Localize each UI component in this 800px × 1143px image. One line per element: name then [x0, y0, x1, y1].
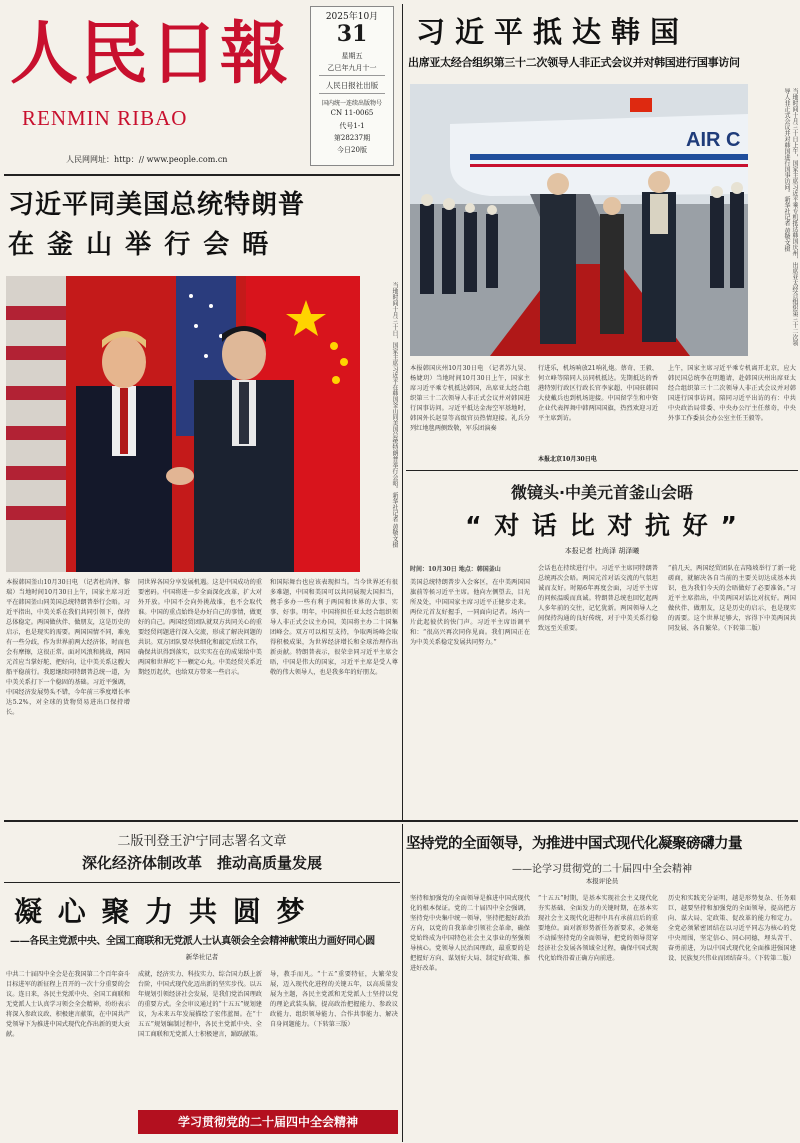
divider — [402, 4, 403, 820]
meeting-photo — [6, 276, 360, 572]
subhead-unite: ——各民主党派中央、全国工商联和无党派人士认真领会全会精神献策出力画好同心圆 — [10, 936, 375, 947]
masthead-website[interactable]: 人民网网址：http：// www.people.com.cn — [66, 155, 228, 164]
bottom-right-section — [406, 824, 798, 1142]
party-body-col-1: 坚持和加强党的全面领导是推进中国式现代化的根本保证。党的二十届四中全会强调，坚持党中央集中统一领导，坚持把握好政治方向，以党的自我革命引领社会革命，确保党始终成为中国特色社会主义事业的坚强领导核心。党领导人民治国理政，最重要的是把握好方向、谋划好大局、制定好政策、推进好改革。 — [410, 895, 530, 972]
unite-body-col-2: 成就，经济实力、科技实力、综合国力跃上新台阶，中国式现代化迈出新的坚实步伐。以五年规划引领经济社会发展，是我们党治国理政的重要方式。全会审议通过的“十五五”规划建议，为未来五年发展描绘了宏伟蓝图。在“十五五”规划编制过程中，各民主党派中央、全国工商联和无党派人士积极建言，踊跃献策。 — [138, 971, 262, 1038]
banner-line-2[interactable]: 深化经济体制改革 推动高质量发展 — [81, 854, 322, 872]
middle-feature — [406, 472, 798, 818]
issue-number: 第28237期 — [333, 134, 371, 142]
plane-text: AIR C — [686, 129, 741, 151]
page-count: 今日20版 — [337, 146, 367, 154]
dialogue-lead: 时间：10月30日 地点：韩国釜山 — [410, 566, 501, 573]
headline-meeting-line2[interactable]: 在 釜 山 举 行 会 晤 — [8, 230, 271, 260]
arrival-body-col-3: 上午，国家主席习近平乘专机离开北京，应大韩民国总统李在明邀请，赴韩国庆州出席亚太经合组织第三十二次领导人非正式会议并对韩国进行国事访问。陪同习近平出访的有：中共中央政治局常委、中央办公厅主任蔡奇，中央外事工作委员会办公室主任王毅等。 — [668, 365, 796, 422]
byline-party-leadership: 本报评论员 — [585, 877, 619, 885]
headline-arrival[interactable]: 习近平抵达韩国 — [416, 15, 690, 49]
banner-line-1[interactable]: 二版刊登王沪宁同志署名文章 — [117, 834, 287, 849]
arrival-body-col-1: 本报韩国庆州10月30日电 （记者苏九昊、杨婕玥）当地时间10月30日上午，国家主席习近平乘专机抵达韩国，出席亚太经合组织第三十二次领导人非正式会议并对韩国进行国事访问。习近平抵达金海空军基地时，韩国外长赵显等高级官员热情迎接。礼兵分列红地毯两侧致敬，军乐团演奏 — [410, 365, 530, 432]
divider — [4, 820, 798, 822]
headline-party-leadership[interactable]: 坚持党的全面领导，为推进中国式现代化凝聚磅礴力量 — [406, 836, 742, 852]
date-year-month: 2025年10月 — [325, 12, 379, 22]
masthead — [4, 4, 400, 172]
headline-meeting-line1[interactable]: 习近平同美国总统特朗普 — [8, 190, 306, 220]
arrival-body-col-2: 行进乐，机场响放21响礼炮。蔡奇、王毅、何立峰等陪同人员同机抵达。先期抵达的香港特别行政区行政长官李家超、中国驻韩国大使戴兵也到机场迎接。中国留学生和中资企业代表挥舞中韩两国国旗，热烈欢迎习近平主席到访。 — [538, 365, 658, 422]
divider — [402, 824, 403, 1142]
lunar-date: 乙巳年九月十一 — [327, 64, 377, 72]
issn: CN 11-0065 — [330, 109, 374, 117]
arrival-photo — [410, 84, 748, 356]
divider — [319, 75, 385, 76]
dialogue-body-col-3: “前几天，两国经贸团队在吉隆坡举行了新一轮磋商，就解决各自当前的主要关切达成基本共识，也为我们今天的会晤做好了必要准备。”习近平主席指出，中美两国对话比对抗好。两国做伙伴、做朋友，这是历史的启示，也是现实的需要。这个世界足够大，容得下中美两国共同发展、各自繁荣。（下转第二版） — [668, 565, 796, 632]
bottom-left-section — [4, 824, 400, 1142]
top-right-article — [406, 4, 798, 468]
byline-dialogue: 本报记者 杜尚泽 胡泽曦 — [564, 547, 640, 555]
headline-unite[interactable]: 凝 心 聚 力 共 圆 梦 — [14, 895, 308, 928]
issn-label: 国内统一连续出版物号 — [321, 100, 382, 107]
arrival-dateline: 本报北京10月30日电 — [538, 456, 597, 463]
meeting-body-col-1: 本报韩国釜山10月30日电 （记者杜尚泽、黎瑞）当地时间10月30日上午，国家主席习近平在韩国釜山同美国总统特朗普举行会晤。习近平指出，中美关系在我们共同引领下，保持总体稳定。两国做伙伴、做朋友，这是历史的启示，也是现实的需要。两国国情不同，难免有一些分歧，作为世界前两大经济体，时而也会有摩擦，这很正常。面对风浪和挑战，两国元首应当掌好舵、把好向，让中美关系这艘大船平稳前行。我愿继续同特朗普总统一道，为中美关系打下一个稳固的基础。习近平强调，中国经济发展势头不错，今年前三季度增长率达5.2%，对全球的货物贸易进出口保持增长。 — [6, 579, 130, 716]
study-banner[interactable] — [138, 1110, 398, 1134]
unite-body-col-3: 导，教手而凡。“十五”重要特征，大繁荣发展，迈入现代化进程的关键五年，以高质量发展为主题，各民主党派和无党派人士坚持以党的理论武装头脑，提高政治把握能力、参政议政能力、组织领导能力、合作共事能力、解决自身问题能力。（下转第三版） — [270, 971, 398, 1028]
subhead-party-leadership: ——论学习贯彻党的二十届四中全会精神 — [512, 864, 692, 875]
left-feature — [4, 178, 400, 818]
masthead-pinyin: RENMIN RIBAO — [22, 106, 188, 130]
meeting-photo-caption: 当地时间十月三十日，国家主席习近平在韩国釜山同美国总统特朗普举行会晤。新华社记者 黄敬文摄 — [391, 282, 398, 548]
publisher: 人民日报社出版 — [325, 81, 379, 90]
weekday: 星期五 — [341, 52, 363, 60]
code: 代号1-1 — [339, 122, 365, 130]
meeting-body-col-3: 和国际舞台也应该表现担当。当今世界还有很多难题，中国和美国可以共同展现大国担当，携手多办一些有利于两国和世界的大事、实事、好事。明年，中国将担任亚太经合组织领导人非正式会议主办国，美国将主办二十国集团峰会。双方可以相互支持，争取两场峰会取得积极成果，为世界经济增长和全球治理作出新贡献。特朗普表示，很荣幸同习近平主席会晤，中国是伟大的国家，习近平主席是受人尊敬的伟大领导人，也是我多年的好朋友。 — [270, 579, 398, 676]
party-body-col-2: “十五五”时期，是基本实现社会主义现代化夯实基础、全面发力的关键时期，在基本实现社会主义现代化进程中具有承前启后的重要地位。面对新形势新任务新要求，必须毫不动摇坚持党的全面领导，把党的领导贯穿经济社会发展各领域全过程，确保中国式现代化始终沿着正确方向前进。 — [538, 895, 658, 962]
meeting-body-col-2: 同世界各国分享发展机遇。这是中国成功的重要密码。中国将进一步全面深化改革，扩大对外开放。中国不会向外挑战谁，也不会取代谁。中国的重点始终是办好自己的事情，做更好的自己。两国经贸团队就双方共同关心的重要经贸问题进行深入交流，形成了解决问题的共识。双方团队要尽快细化和敲定后续工作，确保共识得到落实，以实实在在的成果给中美两国和世界吃下一颗定心丸。中美经贸关系近期经历起伏，也给双方带来一些启示。 — [138, 579, 262, 676]
dialogue-body-col-1: 美国总统特朗普步入会客区，在中美两国国旗前等候习近平主席。他向左侧望去，目光所及处，中国国家主席习近平正健步走来。两位元首友好握手，一同面向记者。场内一片此起彼伏的快门声。习近平主席语调平和：“很高兴再次同你见面。我们两国正在为中美关系稳定发展共同努力。” — [410, 579, 530, 646]
kicker-micro-lens: 微镜头·中美元首釜山会晤 — [510, 483, 694, 502]
unite-body-col-1: 中共二十届四中全会是在我国第二个百年奋斗目标进军的新征程上召开的一次十分重要的会议。连日来，各民主党派中央、全国工商联和无党派人士认真学习领会全会精神，纷纷表示将深入参政议政、积极建言献策，在中国共产党领导下为推进中国式现代化作出新的更大贡献。 — [6, 971, 130, 1038]
divider — [4, 882, 400, 883]
date-box — [310, 6, 394, 166]
divider — [406, 470, 798, 471]
headline-dialogue[interactable]: “ 对 话 比 对 抗 好 ” — [465, 511, 739, 540]
study-banner-text: 学习贯彻党的二十届四中全会精神 — [177, 1115, 358, 1129]
byline-unite: 新华社记者 — [185, 953, 219, 961]
arrival-photo-caption: 当地时间十月三十日上午，国家主席习近平乘专机抵达韩国庆州，出席亚太经合组织第三十二次领导人非正式会议并对韩国进行国事访问。新华社记者 黄敬文摄 — [783, 88, 798, 346]
party-body-col-3: 历史和实践充分证明，越是形势复杂、任务艰巨，越要坚持和加强党的全面领导，提高把方向、谋大局、定政策、促改革的能力和定力。全党必须紧密团结在以习近平同志为核心的党中央周围，坚定信心、同心同德，埋头苦干、奋勇前进，为以中国式现代化全面推进强国建设、民族复兴伟业而团结奋斗。（下转第二版） — [668, 895, 796, 962]
subhead-arrival: 出席亚太经合组织第三十二次领导人非正式会议并对韩国进行国事访问 — [408, 56, 740, 69]
masthead-logo: 人民日報 — [10, 14, 291, 94]
divider — [4, 174, 400, 176]
divider — [319, 93, 385, 94]
date-day: 31 — [336, 21, 368, 47]
dialogue-body-col-2: 会话也在持续进行中。习近平主席同特朗普总统再次会晤。两国元首对话交流的气氛坦诚而友好。时隔6年再度会面，习近平主席的问候温暖而真诚。特朗普总统也回忆起两人多年前的交往，记忆犹新。两国领导人之间保持沟通的良好传统，对于中美关系行稳致远至关重要。 — [538, 565, 658, 632]
